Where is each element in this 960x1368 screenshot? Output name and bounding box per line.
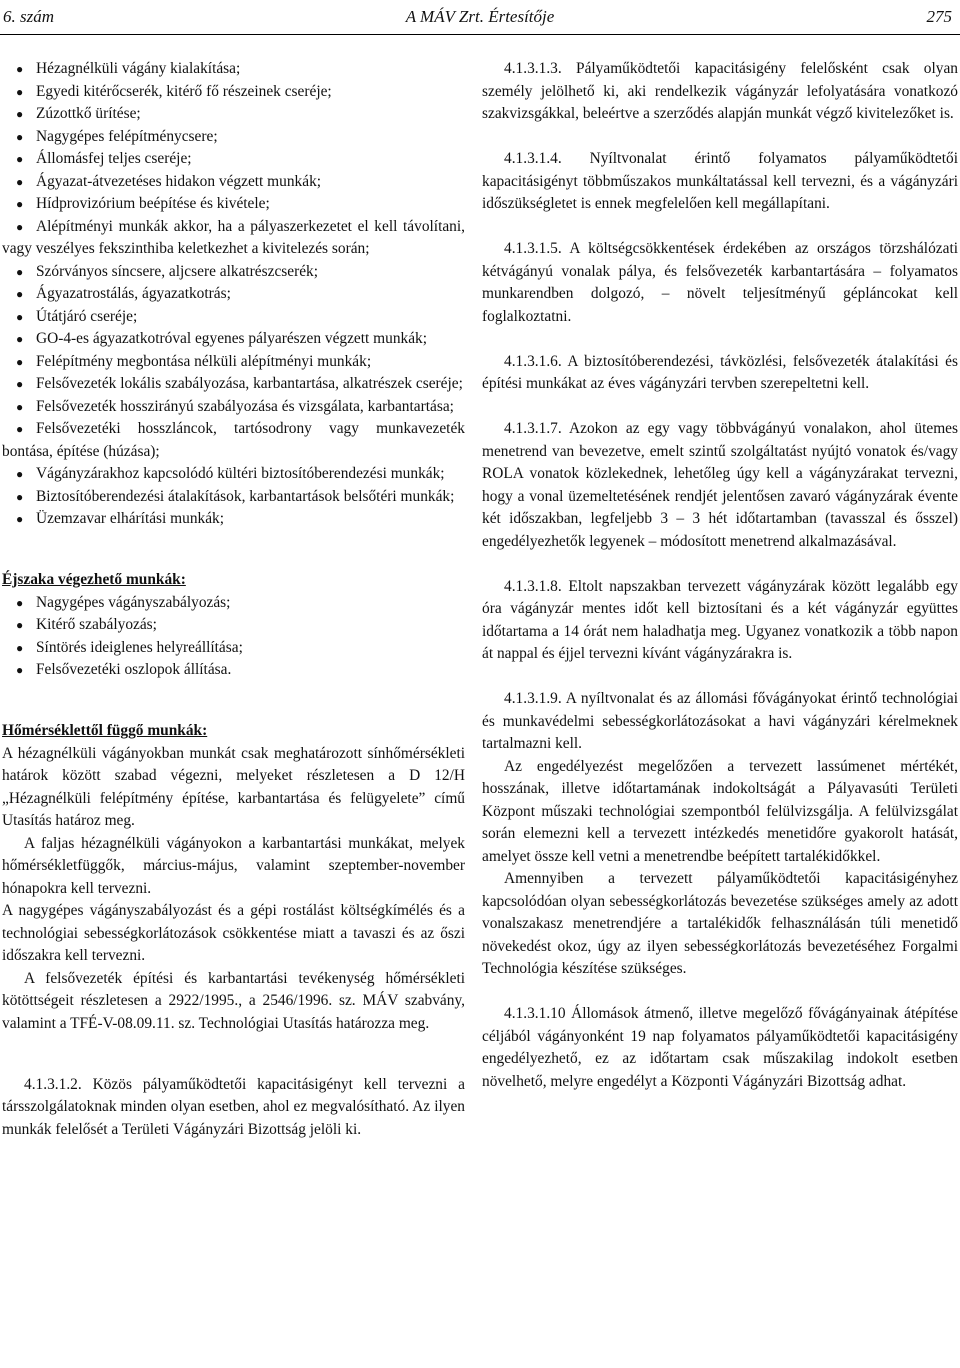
list-item-text: Ágyazatrostálás, ágyazatkotrás; bbox=[36, 285, 231, 302]
list-item bbox=[2, 261, 465, 284]
list-item-text: Kitérő szabályozás; bbox=[36, 616, 157, 633]
section-text: Nyíltvonalat érintő folyamatos pályaműködtetői kapacitásigényt többműszakos munkáltatással kell tervezni, és a vágányzári időszükségletet is ennek megfelelően kell megállapítani. bbox=[482, 150, 958, 212]
bullet-icon: ● bbox=[16, 62, 24, 76]
list-item bbox=[2, 396, 465, 419]
list-item-text: Ágyazat-átvezetéses hidakon végzett munkák; bbox=[36, 172, 322, 190]
list-item-text: Hídprovizórium beépítése és kivétele; bbox=[36, 195, 270, 212]
list-item bbox=[2, 126, 465, 149]
bullet-icon: ● bbox=[16, 663, 24, 677]
list-item bbox=[2, 193, 465, 216]
temperature-works-heading: Hőmérséklettől függő munkák: bbox=[2, 722, 208, 739]
list-item-text: Nagygépes felépítménycsere; bbox=[36, 127, 218, 145]
list-item-text: Alépítményi munkák akkor, ha a pályaszerkezetet el kell távolítani, vagy veszélyes fekszinthiba keletkezhet a kivitelezés során; bbox=[2, 217, 465, 257]
section-number: 4.1.3.1.9. bbox=[504, 690, 562, 707]
section-text: Azokon az egy vagy többvágányú vonalakon, ahol ütemes menetrend van bevezetve, emelt szintű szolgáltatást nyújtó vonatok és/vagy ROLA vonatok közlekednek, lehetőleg úgy kell a vágányzárakat tervezni, hogy a vonal üzemeltetésének rendjét jelentősen zavaró vágányzárak évente két időszakban, legfeljebb 3 – 3 hét időtartamban (tavasszal és ősszel) engedélyezhetők legyenek – módosított menetrend alkalmazásával. bbox=[482, 420, 958, 550]
bullet-icon: ● bbox=[16, 309, 24, 324]
list-item bbox=[2, 216, 465, 261]
night-work-list bbox=[2, 592, 465, 682]
bullet-icon: ● bbox=[16, 174, 24, 189]
section-4-1-3-1-8 bbox=[482, 576, 958, 666]
section-4-1-3-1-2 bbox=[2, 1074, 465, 1142]
section-number: 4.1.3.1.8. bbox=[504, 577, 562, 595]
list-item bbox=[2, 171, 465, 194]
section-number: 4.1.3.1.2. bbox=[24, 1075, 82, 1093]
list-item bbox=[2, 592, 465, 615]
list-item bbox=[2, 659, 465, 682]
section-text: Közös pályaműködtetői kapacitásigényt kell tervezni a társszolgálatoknak minden olyan esetben, ahol ez megvalósítható. Az ilyen munkák felelősét a Területi Vágányzári Bizottság jelöli ki. bbox=[2, 1075, 465, 1138]
list-item-text: Felsővezetéki oszlopok állítása. bbox=[36, 661, 232, 678]
night-works-heading: Éjszaka végezhető munkák: bbox=[2, 571, 186, 588]
paragraph: Az engedélyezést megelőzően a tervezett lassúmenet mértékét, hosszának, illetve időtartamának indokoltságát a Pályavasúti Területi Központ műszaki technológiai szempontból felülvizsgálja. A felülvizsgálat során elemezni kell a tervezett intézkedés menetidőre gyakorolt hatását, amelyet össze kell vetni a menetrendbe beépített tartalékidőkkel. bbox=[482, 757, 958, 865]
publication-title: A MÁV Zrt. Értesítője bbox=[405, 7, 555, 26]
section-text: A biztosítóberendezési, távközlési, felsővezeték átalakítási és építési munkákat az éves vágányzári tervben szerepeltetni kell. bbox=[482, 352, 958, 392]
bullet-icon: ● bbox=[16, 84, 24, 99]
section-4-1-3-1-6 bbox=[482, 351, 958, 396]
section-4-1-3-1-9 bbox=[482, 688, 958, 756]
list-item-text: Útátjáró cseréje; bbox=[36, 307, 138, 325]
list-item bbox=[2, 306, 465, 329]
list-item-text: Zúzottkő ürítése; bbox=[36, 105, 141, 122]
list-item-text: Síntörés ideiglenes helyreállítása; bbox=[36, 638, 243, 656]
section-4-1-3-1-7 bbox=[482, 418, 958, 553]
list-item bbox=[2, 103, 465, 126]
list-item-text: Biztosítóberendezési átalakítások, karbantartások belsőtéri munkák; bbox=[36, 487, 455, 505]
bullet-icon: ● bbox=[16, 354, 24, 369]
list-item-text: Vágányzárakhoz kapcsolódó kültéri biztosítóberendezési munkák; bbox=[36, 465, 445, 482]
bullet-icon: ● bbox=[16, 197, 24, 211]
list-item-text: Felsővezetéki hosszláncok, tartósodrony vagy munkavezeték bontása, építése (húzása); bbox=[2, 420, 465, 460]
paragraph: A hézagnélküli vágányokban munkát csak meghatározott sínhőmérsékleti határok között szabad végezni, melyeket részletesen a D 12/H „Hézagnélküli felépítmény építése, karbantartása és felügyelete” című Utasítás határoz meg. bbox=[2, 744, 465, 829]
bullet-icon: ● bbox=[16, 640, 24, 655]
section-number: 4.1.3.1.10 bbox=[504, 1005, 566, 1022]
list-item-text: Hézagnélküli vágány kialakítása; bbox=[36, 60, 241, 77]
section-4-1-3-1-4 bbox=[482, 148, 958, 216]
section-number: 4.1.3.1.4. bbox=[504, 150, 562, 167]
list-item-text: Üzemzavar elhárítási munkák; bbox=[36, 510, 225, 527]
bullet-icon: ● bbox=[16, 422, 24, 436]
list-item bbox=[2, 463, 465, 486]
bullet-icon: ● bbox=[16, 377, 24, 391]
list-item bbox=[2, 486, 465, 509]
list-item-text: Állomásfej teljes cseréje; bbox=[36, 150, 192, 167]
list-item bbox=[2, 328, 465, 351]
bullet-icon: ● bbox=[16, 129, 24, 144]
section-number: 4.1.3.1.6. bbox=[504, 352, 562, 370]
section-number: 4.1.3.1.7. bbox=[504, 420, 562, 437]
list-item bbox=[2, 373, 465, 396]
paragraph: A faljas hézagnélküli vágányokon a karbantartási munkákat, melyek hőmérsékletfüggők, március-május, valamint szeptember-november hónapokra kell tervezni. bbox=[2, 834, 465, 897]
bullet-icon: ● bbox=[16, 152, 24, 166]
section-text: Pályaműködtetői kapacitásigény felelősként csak olyan személy jelölhető ki, aki rendelkezik vágányzár lefolyatására vonatkozó szakvizsgákkal, beleértve a szerződés alapján munkát végző kivitelezőket is. bbox=[482, 60, 958, 122]
list-item-text: Nagygépes vágányszabályozás; bbox=[36, 593, 231, 611]
section-number: 4.1.3.1.5. bbox=[504, 240, 562, 257]
list-item bbox=[2, 508, 465, 531]
paragraph: A nagygépes vágányszabályozást és a gépi rostálást költségkímélés és a technológiai sebességkorlátozások csökkentése miatt a tavaszi és az őszi időszakra kell tervezni. bbox=[2, 902, 465, 964]
list-item bbox=[2, 58, 465, 81]
list-item-text: Egyedi kitérőcserék, kitérő fő részeinek cseréje; bbox=[36, 82, 332, 100]
bullet-icon: ● bbox=[16, 467, 24, 481]
list-item bbox=[2, 418, 465, 463]
list-item bbox=[2, 351, 465, 374]
list-item bbox=[2, 614, 465, 637]
left-column bbox=[2, 58, 465, 1141]
bullet-icon: ● bbox=[16, 489, 24, 504]
bullet-icon: ● bbox=[16, 287, 24, 301]
page-number: 275 bbox=[926, 7, 952, 26]
section-text: Eltolt napszakban tervezett vágányzárak között legalább egy óra vágányzár mentes időt kell biztosítani és a két vágányzár együttes időtartama a 14 órát nem haladhatja meg. Ugyanez vonatkozik a több napon át nappal és éjjel tervezni kívánt vágányzárakra is. bbox=[482, 577, 958, 662]
section-4-1-3-1-3 bbox=[482, 58, 958, 126]
list-item bbox=[2, 81, 465, 104]
section-4-1-3-1-5 bbox=[482, 238, 958, 328]
paragraph: Amennyiben a tervezett pályaműködtetői kapacitásigényhez kapcsolódóan olyan sebességkorlátozás bevezetése szükséges amely az adott vonalszakasz menetrendjére a tartalékidők felhasználásán túli menetidő növekedést okoz, úgy az ilyen sebességkorlátozás bevezetéséhez Forgalmi Technológia készítése szükséges. bbox=[482, 870, 958, 977]
list-item-text: Felsővezeték lokális szabályozása, karbantartása, alkatrészek cseréje; bbox=[36, 375, 463, 392]
bullet-icon: ● bbox=[16, 399, 24, 414]
list-item bbox=[2, 637, 465, 660]
right-column bbox=[482, 58, 958, 1093]
list-item bbox=[2, 283, 465, 306]
section-text: A költségcsökkentések érdekében az országos törzshálózati kétvágányú vonalak pálya, és felsővezeték karbantartására – folyamatos munkarendben dolgozó, – növelt teljesítményű gépláncokat kell foglalkoztatni. bbox=[482, 240, 958, 325]
list-item-text: Szórványos síncsere, aljcsere alkatrészcserék; bbox=[36, 262, 319, 280]
list-item bbox=[2, 148, 465, 171]
paragraph: A felsővezeték építési és karbantartási tevékenység hőmérsékleti kötöttségeit részletesen a 2922/1995., a 2546/1996. sz. MÁV szabvány, valamint a TFÉ-V-08.09.11. sz. Technológiai Utasítás határozza meg. bbox=[2, 969, 465, 1032]
bullet-icon: ● bbox=[16, 512, 24, 526]
bullet-icon: ● bbox=[16, 595, 24, 610]
bullet-icon: ● bbox=[16, 618, 24, 632]
list-item-text: GO-4-es ágyazatkotróval egyenes pályarészen végzett munkák; bbox=[36, 330, 428, 347]
bullet-icon: ● bbox=[16, 107, 24, 121]
work-list bbox=[2, 58, 465, 531]
page-header bbox=[0, 0, 960, 35]
section-text: A nyíltvonalat és az állomási fővágányokat érintő technológiai és munkavédelmi sebességkorlátozásokat a havi vágányzári kérelmeknek tartalmazni kell. bbox=[482, 690, 958, 752]
section-number: 4.1.3.1.3. bbox=[504, 60, 562, 77]
list-item-text: Felsővezeték hosszirányú szabályozása és vizsgálata, karbantartása; bbox=[36, 397, 454, 415]
section-text: Állomások átmenő, illetve megelőző fővágányainak átépítése céljából vágányonként 19 nap folyamatos pályaműködtetői kapacitásigény engedélyezhető, ez az időtartam csak műszakilag indokolt esetben növelhető, melyre engedélyt a Központi Vágányzári Bizottság adhat. bbox=[482, 1005, 958, 1090]
bullet-icon: ● bbox=[16, 264, 24, 279]
bullet-icon: ● bbox=[16, 219, 24, 234]
issue-number: 6. szám bbox=[3, 7, 55, 26]
section-4-1-3-1-10 bbox=[482, 1003, 958, 1093]
bullet-icon: ● bbox=[16, 332, 24, 346]
list-item-text: Felépítmény megbontása nélküli alépítményi munkák; bbox=[36, 352, 372, 370]
